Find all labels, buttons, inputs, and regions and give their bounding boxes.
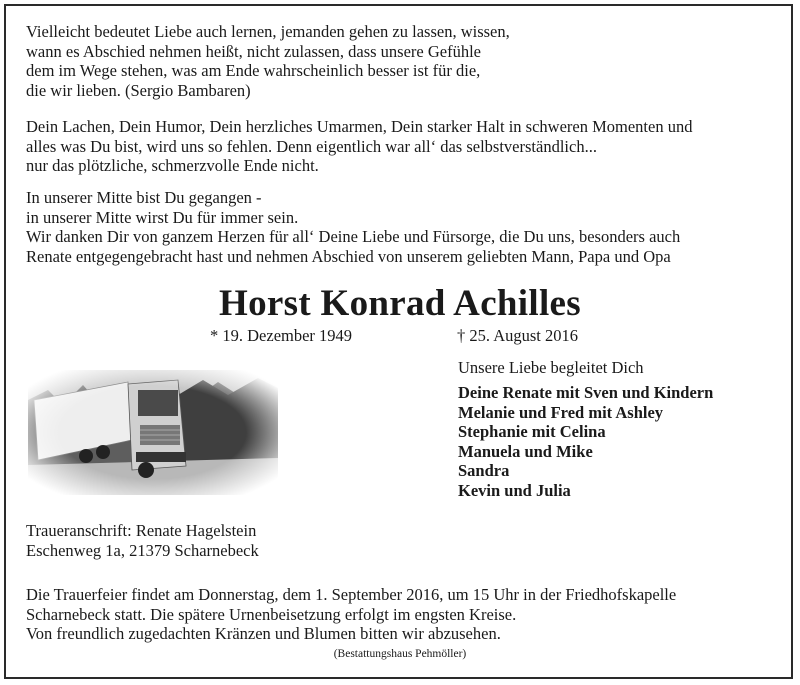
poem-line: dem im Wege stehen, was am Ende wahrscheinlich besser ist für die,: [26, 61, 481, 80]
poem-line: Vielleicht bedeutet Liebe auch lernen, jemanden gehen zu lassen, wissen,: [26, 22, 510, 41]
mourner-name: Melanie und Fred mit Ashley: [458, 402, 664, 422]
mourner-name: Kevin und Julia: [458, 480, 571, 500]
notice-border: [4, 4, 793, 679]
poem-quote: [26, 22, 510, 100]
address-line: Traueranschrift: Renate Hagelstein: [26, 521, 257, 540]
service-line: Von freundlich zugedachten Kränzen und Blumen bitten wir abzusehen.: [26, 624, 501, 643]
birth-date: * 19. Dezember 1949: [210, 326, 353, 345]
mourner-name: Deine Renate mit Sven und Kindern: [458, 383, 714, 402]
undertaker-credit: (Bestattungshaus Pehmöller): [333, 648, 467, 660]
mourner-name: Stephanie mit Celina: [458, 422, 606, 441]
service-line: Die Trauerfeier findet am Donnerstag, dem 1. September 2016, um 15 Uhr in der Friedhofskapelle: [26, 585, 677, 604]
service-line: Scharnebeck statt. Die spätere Urnenbeisetzung erfolgt im engsten Kreise.: [26, 604, 517, 624]
farewell-line: in unserer Mitte wirst Du für immer sein.: [26, 207, 299, 227]
deceased-name: Horst Konrad Achilles: [219, 283, 581, 324]
tribute-paragraph: [26, 117, 692, 176]
mourner-name: Sandra: [458, 461, 510, 480]
address-line: Eschenweg 1a, 21379 Scharnebeck: [26, 540, 259, 560]
service-info: [26, 585, 676, 644]
tribute-line: alles was Du bist, wird uns so fehlen. Denn eigentlich war all‘ das selbstverständlich...: [26, 136, 597, 156]
farewell-paragraph: [26, 188, 680, 266]
farewell-line: Wir danken Dir von ganzem Herzen für all‘ Deine Liebe und Fürsorge, die Du uns, besonders auch: [26, 227, 681, 246]
address-block: [26, 521, 259, 560]
mourner-name: Manuela und Mike: [458, 441, 593, 461]
tribute-line: nur das plötzliche, schmerzvolle Ende nicht.: [26, 156, 319, 175]
poem-line: wann es Abschied nehmen heißt, nicht zulassen, dass unsere Gefühle: [26, 41, 481, 61]
poem-line: die wir lieben. (Sergio Bambaren): [26, 80, 251, 100]
truck-photo: [28, 370, 278, 495]
farewell-line: In unserer Mitte bist Du gegangen -: [26, 188, 262, 207]
farewell-line: Renate entgegengebracht hast und nehmen Abschied von unserem geliebten Mann, Papa und Opa: [26, 246, 671, 266]
mourners-list: [458, 383, 713, 500]
tribute-line: Dein Lachen, Dein Humor, Dein herzliches Umarmen, Dein starker Halt in schweren Momenten und: [26, 117, 693, 136]
death-date: † 25. August 2016: [457, 326, 579, 345]
love-line: Unsere Liebe begleitet Dich: [458, 358, 644, 377]
